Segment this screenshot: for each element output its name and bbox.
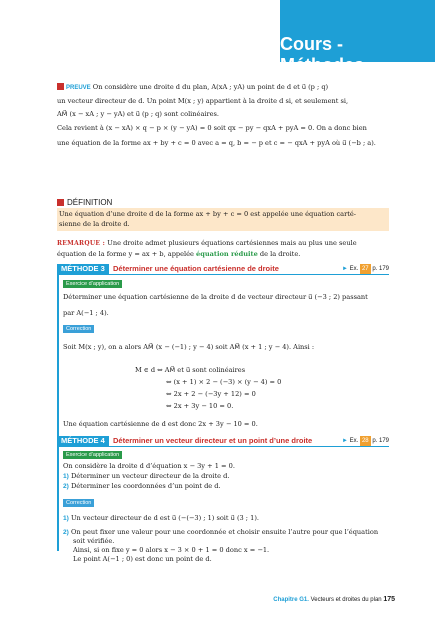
proof-line-2: un vecteur directeur de d. Un point M(x ; y) appartient à la droite d si, et seulement si,	[57, 97, 349, 106]
methode4-header	[57, 436, 389, 447]
methode4-exercise-line-1: On considère la droite d d’équation x − 3y + 1 = 0.	[63, 462, 235, 470]
arrow-right-icon: ►	[341, 266, 348, 272]
proof-line-5: une équation de la forme ax + by + c = 0 avec a = q, b = − p et c = − qxA + pyA où u⃗ (−b ; a).	[57, 138, 376, 147]
methode3-exercise-line-1: Déterminer une équation cartésienne de la droite d de vecteur directeur u⃗ (−3 ; 2) passant	[63, 293, 368, 301]
header-banner	[280, 0, 435, 75]
proof-line-4: Cela revient à (x − xA) × q − p × (y − yA) = 0 soit qx − py − qxA + pyA = 0. On a donc bien	[57, 123, 367, 132]
methode3-equation-4: ⇔ 2x + 3y − 10 = 0.	[166, 402, 234, 410]
methode3-equation-2: ⇔ (x + 1) × 2 − (−3) × (y − 4) = 0	[166, 378, 282, 386]
methode4-exercise-ref[interactable]: ► Ex. 28 p. 179	[341, 438, 389, 444]
methode3-title: Déterminer une équation cartésienne de droite	[113, 264, 279, 273]
remark-block	[57, 238, 389, 259]
methode4-answer-2-line-1: 2) On peut fixer une valeur pour une coordonnée et choisir ensuite l’autre pour que l’équation	[63, 528, 379, 536]
methode3-equation-3: ⇔ 2x + 2 − (−3y + 12) = 0	[166, 390, 256, 398]
methode4-question-2: 2) Déterminer les coordonnées d’un point de d.	[63, 482, 221, 490]
methode4-title: Déterminer un vecteur directeur et un point d’une droite	[113, 436, 313, 445]
remark-line-1: Une droite admet plusieurs équations cartésiennes mais au plus une seule	[107, 239, 357, 247]
methode4-answer-1: 1) Un vecteur directeur de d est u⃗ (−(−3) ; 1) soit u⃗ (3 ; 1).	[63, 514, 259, 522]
definition-line-2: sienne de la droite d.	[59, 220, 130, 228]
methode3-header	[57, 264, 389, 275]
methode3-correction-chip: Correction	[63, 325, 94, 333]
methode3-conclusion: Une équation cartésienne de d est donc 2x + 3y − 10 = 0.	[63, 420, 258, 428]
page-title: Cours - Méthodes	[280, 34, 365, 75]
methode4-tag: MÉTHODE 4	[57, 436, 109, 446]
methode3-equation-1: M ∈ d ⇔ AM⃗ et u⃗ sont colinéaires	[135, 366, 246, 374]
methode4-question-1: 1) Déterminer un vecteur directeur de la droite d.	[63, 472, 230, 480]
remark-tag: REMARQUE :	[57, 240, 106, 247]
methode4-application-chip: Exercice d’application	[63, 451, 122, 459]
page-footer	[273, 596, 395, 603]
proof-marker-icon	[57, 83, 64, 90]
definition-marker-icon	[57, 199, 64, 206]
methode3-exercise-line-2: par A(−1 ; 4).	[63, 309, 109, 317]
proof-tag: PREUVE	[66, 85, 91, 91]
methode4-correction-chip: Correction	[63, 499, 94, 507]
arrow-right-icon: ►	[341, 438, 348, 444]
remark-line-2: équation de la forme y = ax + b, appelée équation réduite de la droite.	[57, 250, 301, 258]
definition-line-1: Une équation d’une droite d de la forme ax + by + c = 0 est appelée une équation carté-	[59, 210, 357, 218]
methode4-answer-2-line-2: soit vérifiée.	[73, 537, 115, 545]
methode4-answer-2-line-4: Le point A(−1 ; 0) est donc un point de d.	[73, 555, 212, 563]
methode4-answer-2-line-3: Ainsi, si on fixe y = 0 alors x − 3 × 0 + 1 = 0 donc x = −1.	[73, 546, 270, 554]
proof-line-1: PREUVE On considère une droite d du plan, A(xA ; yA) un point de d et u⃗ (p ; q)	[57, 83, 387, 93]
definition-box	[57, 208, 389, 231]
page-number: 175	[383, 596, 395, 603]
definition-heading: DÉFINITION	[57, 198, 112, 207]
footer-chapter: Chapitre G1.	[273, 597, 309, 603]
proof-block	[57, 83, 387, 148]
methode3-application-chip: Exercice d’application	[63, 280, 122, 288]
methode3-correction-line-1: Soit M(x ; y), on a alors AM⃗ (x − (−1) ; y − 4) soit AM⃗ (x + 1 ; y − 4). Ainsi :	[63, 343, 315, 351]
methode4-side-bar	[57, 447, 59, 551]
methode3-side-bar	[57, 275, 59, 437]
methode3-exercise-ref[interactable]: ► Ex. 27 p. 179	[341, 266, 389, 272]
footer-subject: Vecteurs et droites du plan	[310, 597, 382, 603]
proof-line-3: AM⃗ (x − xA ; y − yA) et u⃗ (p ; q) sont colinéaires.	[57, 110, 220, 119]
methode3-tag: MÉTHODE 3	[57, 264, 109, 274]
